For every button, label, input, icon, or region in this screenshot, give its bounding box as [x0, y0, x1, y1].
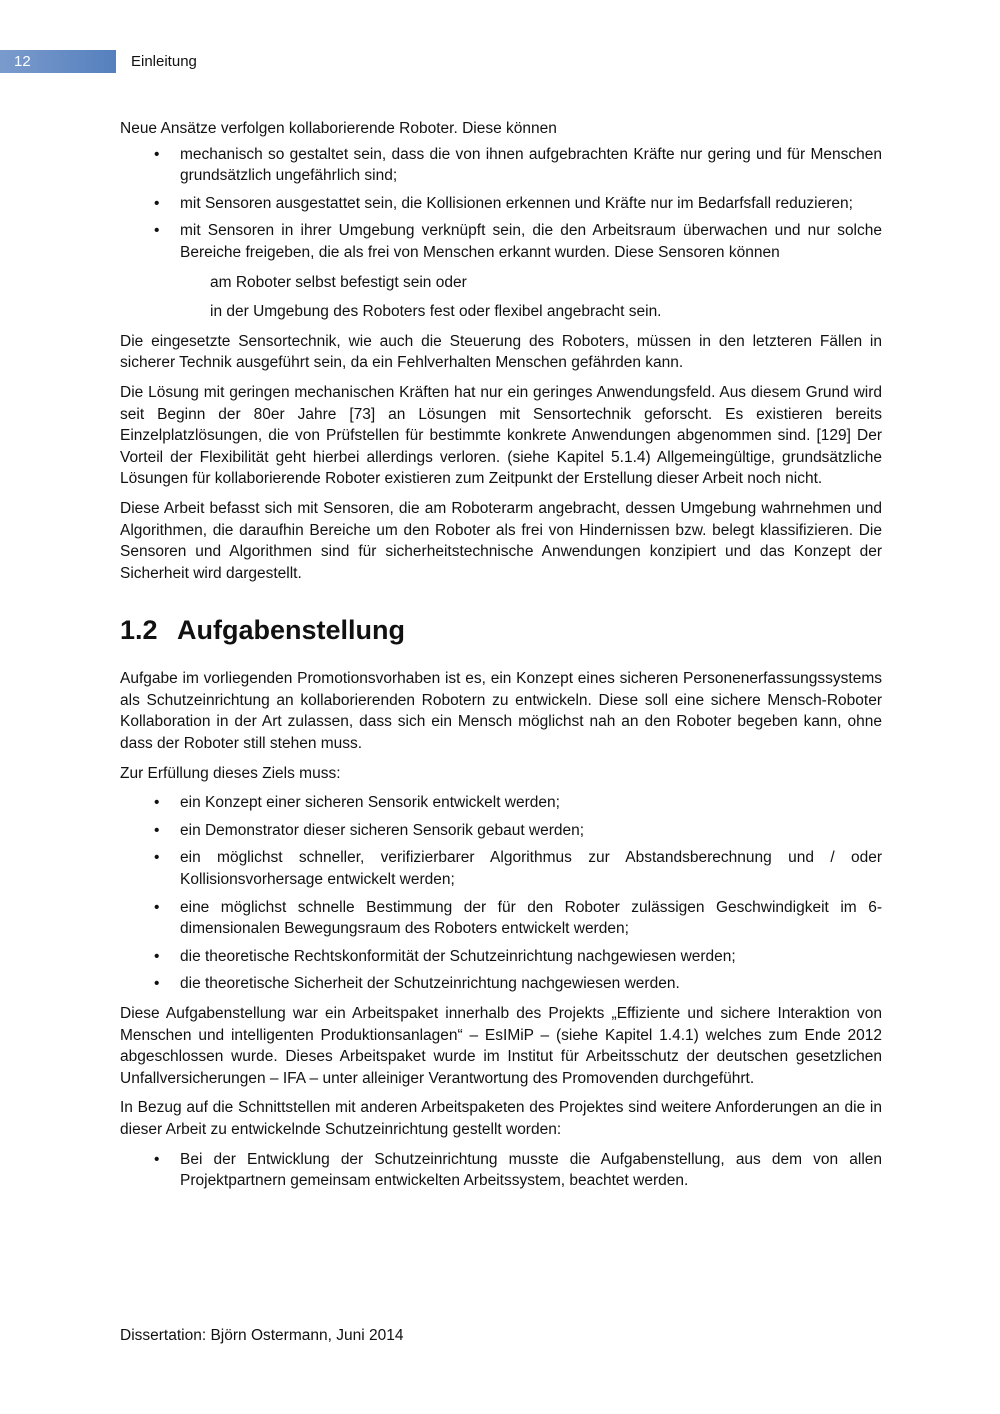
paragraph: Diese Arbeit befasst sich mit Sensoren, die am Roboterarm angebracht, dessen Umgebung wahrnehmen und Algorithmen, die daraufhin Bereiche um den Roboter als frei von Hindernissen bzw. belegt klassifizieren. Die Sensoren und Algorithmen sind für sicherheitstechnische Anwendungen konzipiert und das Konzept der Sicherheit wird dargestellt. [120, 499, 882, 582]
paragraph: Aufgabe im vorliegenden Promotionsvorhaben ist es, ein Konzept eines sicheren Personenerfassungssystems als Schutzeinrichtung an kollaborierenden Robotern zu entwickeln. Diese soll eine sichere Mensch-Roboter Kollaboration in der Art zulassen, dass sich ein Mensch möglichst nah an den Roboter begeben kann, ohne dass der Roboter still stehen muss. [120, 670, 882, 753]
intro-lead-paragraph: Neue Ansätze verfolgen kollaborierende Roboter. Diese können [120, 120, 557, 137]
bullet-item: • ein möglichst schneller, verifizierbarer Algorithmus zur Abstandsberechnung und / oder Kollisionsvorhersage entwickelt werden; [152, 847, 882, 890]
bullet-item: • Bei der Entwicklung der Schutzeinrichtung musste die Aufgabenstellung, aus dem von allen Projektpartnern gemeinsam entwickelten Arbeitssystem, beachtet werden. [152, 1149, 882, 1192]
section-number: 1.2 [120, 615, 158, 646]
bullet-item: • mechanisch so gestaltet sein, dass die von ihnen aufgebrachten Kräfte nur gering und für Menschen grundsätzlich ungefährlich sind; [152, 144, 882, 187]
page-header [0, 50, 1000, 73]
section-heading [120, 614, 882, 646]
bullet-item: • mit Sensoren in ihrer Umgebung verknüpft sein, die den Arbeitsraum überwachen und nur solche Bereiche freigeben, die als frei von Menschen erkannt wurden. Diese Sensoren können [152, 220, 882, 263]
paragraph: Diese Aufgabenstellung war ein Arbeitspaket innerhalb des Projekts „Effiziente und sichere Interaktion von Menschen und intelligenten Produktionsanlagen“ – EsIMiP – (siehe Kapitel 1.4.1) welches zum Ende 2012 abgeschlossen wurde. Dieses Arbeitspaket wurde im Institut für Arbeitsschutz der deutschen gesetzlichen Unfallversicherungen – IFA – unter alleiniger Verantwortung des Promovenden durchgeführt. [120, 1005, 882, 1087]
paragraph: In Bezug auf die Schnittstellen mit anderen Arbeitspaketen des Projektes sind weitere Anforderungen an die in dieser Arbeit zu entwickelnde Schutzeinrichtung gestellt worden: [120, 1099, 882, 1138]
page-content [120, 118, 882, 1200]
paragraph: Die eingesetzte Sensortechnik, wie auch die Steuerung des Roboters, müssen in den letzteren Fällen in sicherer Technik ausgeführt sein, da ein Fehlverhalten Menschen gefährden kann. [120, 332, 882, 372]
sub-list-item: in der Umgebung des Roboters fest oder flexibel angebracht sein. [210, 303, 662, 321]
project-bullet-list [120, 1149, 882, 1192]
sub-list-item: am Roboter selbst befestigt sein oder [210, 273, 467, 291]
section-title: Aufgabenstellung [177, 615, 405, 646]
bullet-item: • die theoretische Sicherheit der Schutzeinrichtung nachgewiesen werden. [152, 973, 882, 995]
bullet-item: • eine möglichst schnelle Bestimmung der für den Roboter zulässigen Geschwindigkeit im 6-dimensionalen Bewegungsraum des Roboters entwickelt werden; [152, 897, 882, 940]
bullet-item: • ein Demonstrator dieser sicheren Sensorik gebaut werden; [152, 820, 882, 842]
intro-bullet-list [120, 144, 882, 264]
page-footer: Dissertation: Björn Ostermann, Juni 2014 [120, 1327, 404, 1344]
requirements-bullet-list [120, 792, 882, 995]
bullet-item: • ein Konzept einer sicheren Sensorik entwickelt werden; [152, 792, 882, 814]
page-number-box [0, 50, 116, 73]
bullet-item: • die theoretische Rechtskonformität der Schutzeinrichtung nachgewiesen werden; [152, 946, 882, 968]
paragraph: Die Lösung mit geringen mechanischen Kräften hat nur ein geringes Anwendungsfeld. Aus diesem Grund wird seit Beginn der 80er Jahre [73] an Lösungen mit Sensortechnik geforscht. Es existieren bereits Einzelplatzlösungen, die von Prüfstellen für bestimmte konkrete Anwendungen abgenommen sind. [129] Der Vorteil der Flexibilität geht hierbei allerdings verloren. (siehe Kapitel 5.1.4) Allgemeingültige, grundsätzliche Lösungen für kollaborierende Roboter existieren zum Zeitpunkt der Erstellung dieser Arbeit noch nicht. [120, 383, 882, 488]
page-number: 12 [14, 53, 31, 70]
paragraph: Zur Erfüllung dieses Ziels muss: [120, 764, 341, 782]
bullet-item: • mit Sensoren ausgestattet sein, die Kollisionen erkennen und Kräfte nur im Bedarfsfall reduzieren; [152, 193, 882, 215]
header-chapter-title: Einleitung [131, 53, 197, 70]
